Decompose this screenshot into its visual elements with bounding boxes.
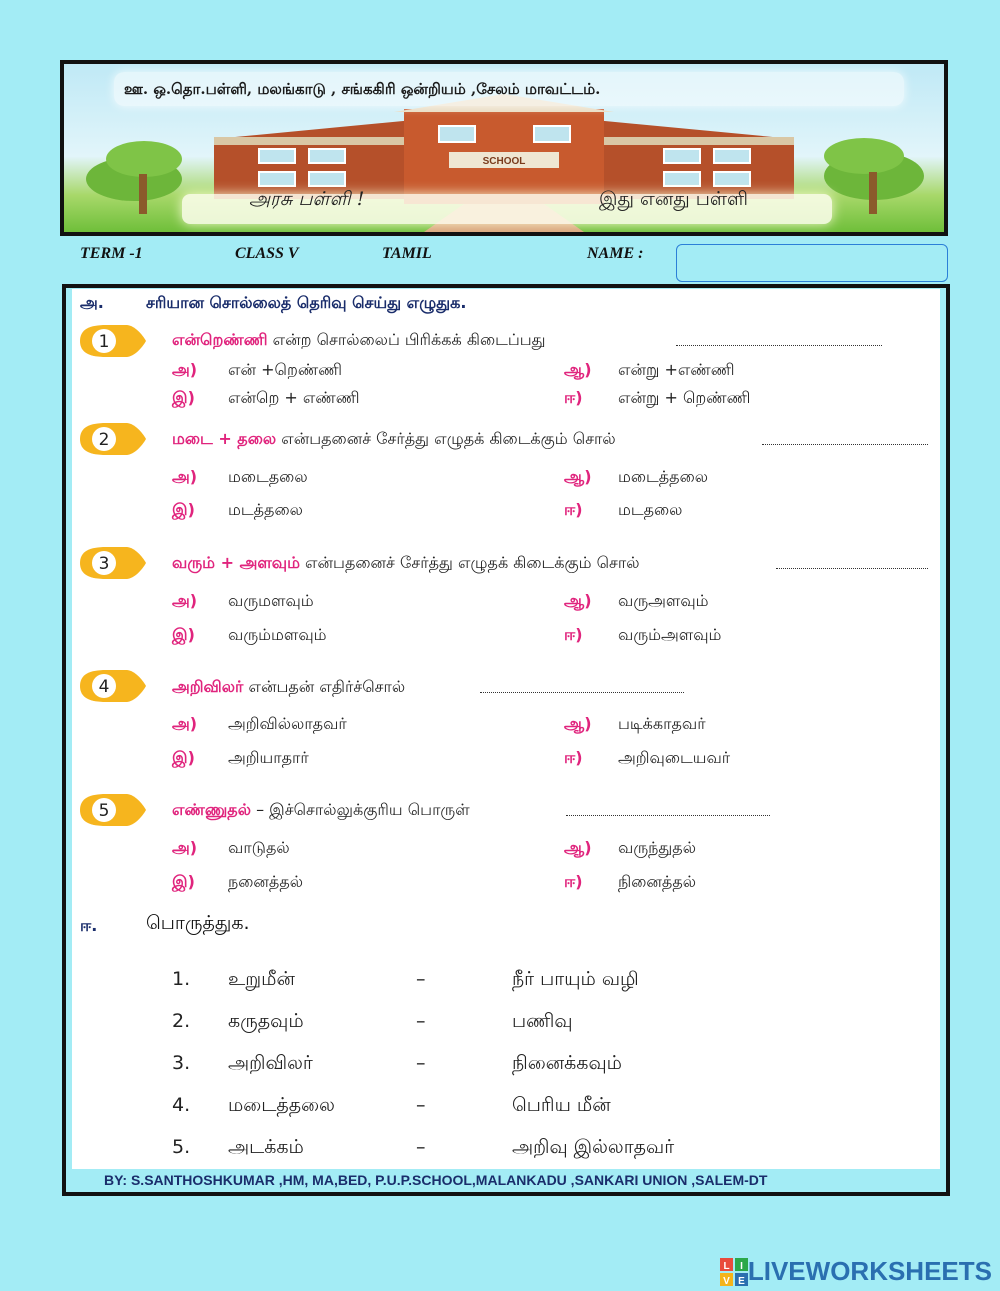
match-right-item[interactable]: பணிவு	[512, 1010, 573, 1032]
question-2-text	[172, 429, 616, 450]
question-1-text	[172, 330, 546, 351]
option-text[interactable]: என்று + றெண்ணி	[618, 388, 751, 407]
worksheet-paper	[72, 289, 940, 1169]
match-left-item[interactable]: அறிவிலர்	[228, 1052, 313, 1074]
logo-letter: E	[738, 1275, 745, 1286]
match-right-item[interactable]: நீர் பாயும் வழி	[512, 968, 639, 990]
slogan-my-school: இது எனது பள்ளி	[599, 188, 749, 210]
option-label: ஈ)	[564, 872, 583, 891]
school-sign: SCHOOL	[482, 156, 526, 167]
question-number-4: 4	[98, 677, 110, 697]
option-label: ஈ)	[564, 388, 583, 407]
liveworksheets-logo-icon	[720, 1258, 748, 1286]
option-label: அ)	[172, 714, 198, 733]
match-number: 4.	[172, 1094, 191, 1116]
logo-letter: V	[723, 1275, 730, 1286]
option-label: அ)	[172, 360, 198, 379]
option-text[interactable]: மடைத்தலை	[618, 467, 709, 486]
author-footer: BY: S.SANTHOSHKUMAR ,HM, MA,BED, P.U.P.SCHOOL,MALANKADU ,SANKARI UNION ,SALEM-DT	[104, 1172, 768, 1188]
option-text[interactable]: என்றெ + எண்ணி	[228, 388, 360, 407]
option-text[interactable]: வருமளவும்	[228, 591, 314, 610]
option-text[interactable]: மடத்தலை	[228, 500, 303, 519]
subject-label: TAMIL	[382, 245, 432, 262]
match-right-item[interactable]: பெரிய மீன்	[512, 1094, 611, 1116]
match-left-item[interactable]: உறுமீன்	[228, 968, 295, 990]
option-text[interactable]: மடைதலை	[228, 467, 308, 486]
class-label: CLASS V	[235, 245, 299, 262]
logo-letter: L	[723, 1260, 730, 1272]
logo-letter: I	[739, 1260, 743, 1272]
match-number: 1.	[172, 968, 191, 990]
option-text[interactable]: என்று +எண்ணி	[618, 360, 735, 379]
option-label: இ)	[172, 500, 195, 519]
match-left-item[interactable]: அடக்கம்	[228, 1136, 304, 1158]
name-input[interactable]	[676, 244, 948, 282]
option-label: ஆ)	[564, 360, 592, 379]
option-text[interactable]: வரும்அளவும்	[618, 625, 722, 644]
option-label: இ)	[172, 388, 195, 407]
question-number-1: 1	[98, 332, 110, 352]
option-label: ஈ)	[564, 748, 583, 767]
match-number: 3.	[172, 1052, 191, 1074]
term-label: TERM -1	[80, 245, 143, 262]
option-label: இ)	[172, 748, 195, 767]
option-text[interactable]: அறிவுடையவர்	[618, 748, 731, 767]
option-text[interactable]: அறியாதார்	[228, 748, 309, 767]
section-a-letter: அ.	[80, 293, 104, 312]
option-label: இ)	[172, 625, 195, 644]
question-5-text	[172, 800, 470, 821]
question-5-keyword: எண்ணுதல்	[172, 800, 251, 819]
liveworksheets-wordmark: LIVEWORKSHEETS	[747, 1256, 992, 1286]
option-text[interactable]: நனைத்தல்	[228, 872, 304, 891]
match-number: 5.	[172, 1136, 191, 1158]
option-text[interactable]: என் +றெண்ணி	[228, 360, 342, 379]
option-label: ஆ)	[564, 591, 592, 610]
match-left-item[interactable]: மடைத்தலை	[228, 1094, 335, 1116]
answer-blank-3[interactable]	[776, 568, 928, 569]
option-text[interactable]: அறிவில்லாதவர்	[228, 714, 347, 733]
option-label: அ)	[172, 838, 198, 857]
option-label: அ)	[172, 591, 198, 610]
match-right-item[interactable]: நினைக்கவும்	[512, 1052, 622, 1074]
section-b-letter: ஈ.	[80, 916, 98, 935]
match-dash: –	[416, 1136, 426, 1158]
answer-blank-1[interactable]	[676, 345, 882, 346]
option-text[interactable]: வருந்துதல்	[618, 838, 696, 857]
answer-blank-4[interactable]	[480, 692, 684, 693]
answer-blank-2[interactable]	[762, 444, 928, 445]
question-number-2: 2	[98, 430, 110, 450]
question-1-keyword: என்றெண்ணி	[172, 330, 268, 349]
slogan-govt-school: அரசு பள்ளி !	[249, 188, 365, 210]
option-label: ஆ)	[564, 838, 592, 857]
name-label: NAME :	[587, 245, 644, 262]
option-label: ஈ)	[564, 625, 583, 644]
liveworksheets-brand[interactable]	[720, 1256, 992, 1287]
option-text[interactable]: வருஅளவும்	[618, 591, 709, 610]
question-3-text	[172, 553, 640, 574]
option-label: இ)	[172, 872, 195, 891]
option-label: ஈ)	[564, 500, 583, 519]
question-1-prompt: என்ற சொல்லைப் பிரிக்கக் கிடைப்பது	[267, 330, 546, 349]
question-5-prompt: – இச்சொல்லுக்குரிய பொருள்	[251, 800, 470, 819]
school-banner	[60, 60, 948, 236]
question-number-5: 5	[98, 801, 110, 821]
question-4-text	[172, 677, 405, 698]
question-2-keyword: மடை + தலை	[172, 429, 277, 448]
school-address-line: ஊ. ஒ.தொ.பள்ளி, மலங்காடு , சங்ககிரி ஒன்றியம் ,சேலம் மாவட்டம்.	[114, 72, 904, 106]
question-4-keyword: அறிவிலர்	[172, 677, 244, 696]
question-number-3: 3	[98, 554, 110, 574]
match-dash: –	[416, 1094, 426, 1116]
question-badge-1	[76, 324, 148, 358]
match-dash: –	[416, 968, 426, 990]
question-4-prompt: என்பதன் எதிர்ச்சொல்	[243, 677, 406, 696]
match-dash: –	[416, 1010, 426, 1032]
option-label: அ)	[172, 467, 198, 486]
option-text[interactable]: படிக்காதவர்	[618, 714, 706, 733]
option-label: ஆ)	[564, 714, 592, 733]
question-badge-3	[76, 546, 148, 580]
question-badge-5	[76, 793, 148, 827]
answer-blank-5[interactable]	[566, 815, 770, 816]
match-right-item[interactable]: அறிவு இல்லாதவர்	[512, 1136, 675, 1158]
match-number: 2.	[172, 1010, 191, 1032]
match-left-item[interactable]: கருதவும்	[228, 1010, 304, 1032]
question-2-prompt: என்பதனைச் சேர்த்து எழுதக் கிடைக்கும் சொல்	[276, 429, 616, 448]
section-a-title: சரியான சொல்லைத் தெரிவு செய்து எழுதுக.	[146, 293, 467, 312]
section-b-title: பொருத்துக.	[146, 912, 250, 934]
question-3-keyword: வரும் + அளவும்	[172, 553, 300, 572]
question-badge-4	[76, 669, 148, 703]
question-badge-2	[76, 422, 148, 456]
option-text[interactable]: வாடுதல்	[228, 838, 290, 857]
option-text[interactable]: வரும்மளவும்	[228, 625, 327, 644]
option-label: ஆ)	[564, 467, 592, 486]
option-text[interactable]: மடதலை	[618, 500, 683, 519]
match-dash: –	[416, 1052, 426, 1074]
option-text[interactable]: நினைத்தல்	[618, 872, 697, 891]
question-3-prompt: என்பதனைச் சேர்த்து எழுதக் கிடைக்கும் சொல்	[299, 553, 640, 572]
